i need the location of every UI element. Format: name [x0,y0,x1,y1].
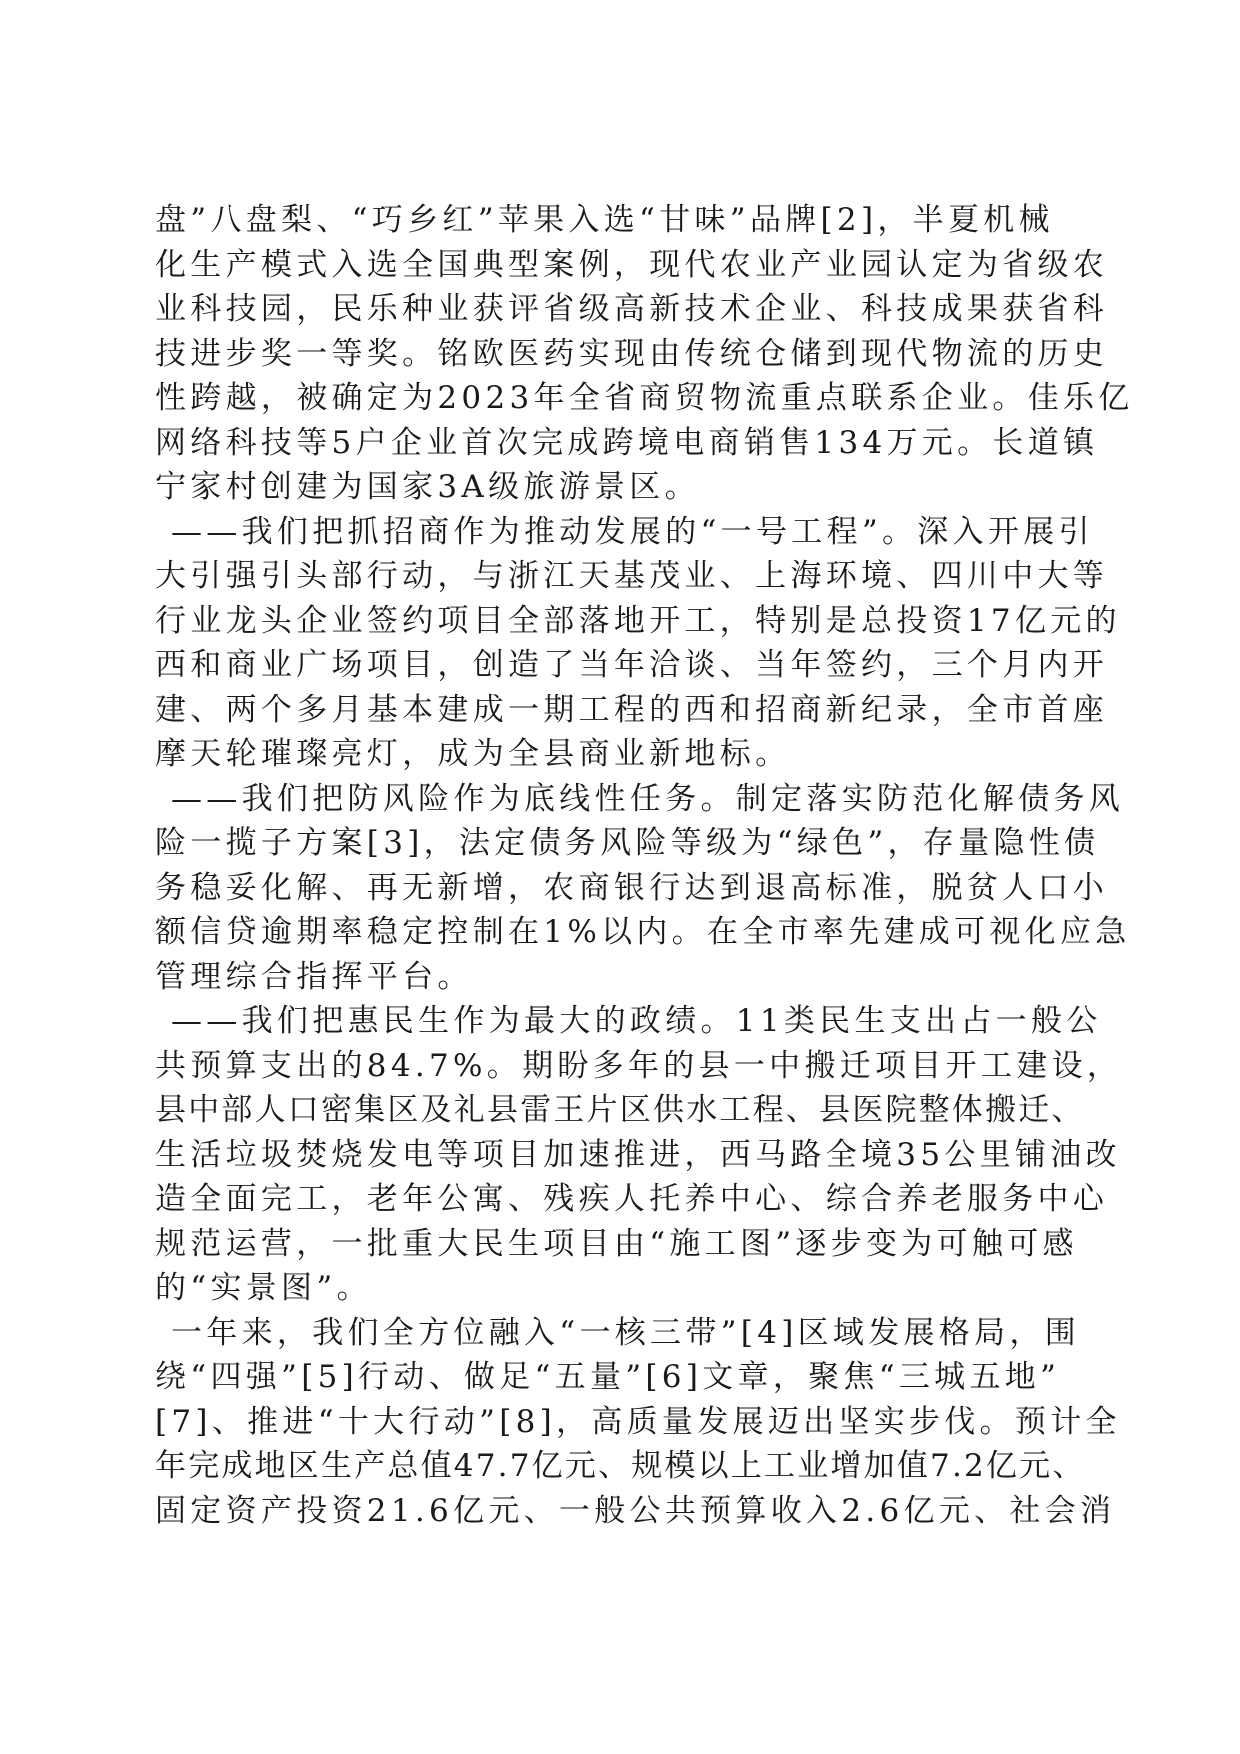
text-line: 建、两个多月基本建成一期工程的西和招商新纪录，全市首座 [155,691,1109,728]
text-line: 务稳妥化解、再无新增，农商银行达到退高标准，脱贫人口小 [155,869,1109,906]
text-line: 造全面完工，老年公寓、残疾人托养中心、综合养老服务中心 [155,1181,1109,1217]
text-line: 险一揽子方案[3]，法定债务风险等级为“绿色”，存量隐性债 [155,825,1100,861]
document-body [155,198,1134,1533]
text-line: 绕“四强”[5]行动、做足“五量”[6]文章，聚焦“三城五地” [155,1359,1061,1395]
text-line: 业科技园，民乐种业获评省级高新技术企业、科技成果获省科 [155,291,1109,327]
paragraph-start-line: ——我们把防风险作为底线性任务。制定落实防范化解债务风 [171,780,1125,817]
text-line: 行业龙头企业签约项目全部落地开工，特别是总投资17亿元的 [155,602,1121,639]
text-line: 性跨越，被确定为2023年全省商贸物流重点联系企业。佳乐亿 [155,380,1134,416]
text-line: 宁家村创建为国家3A级旅游景区。 [155,469,700,505]
text-line: 生活垃圾焚烧发电等项目加速推进，西马路全境35公里铺油改 [155,1136,1121,1173]
text-line: [7]、推进“十大行动”[8]，高质量发展迈出坚实步伐。预计全 [155,1403,1121,1440]
text-line: 县中部人口密集区及礼县雷王片区供水工程、县医院整体搬迁、 [155,1092,1085,1128]
paragraph-start-line: ——我们把抓招商作为推动发展的“一号工程”。深入开展引 [171,513,1094,550]
text-line: 管理综合指挥平台。 [155,958,473,995]
text-line: 额信贷逾期率稳定控制在1%以内。在全市率先建成可视化应急 [155,914,1131,950]
text-line: 规范运营，一批重大民生项目由“施工图”逐步变为可触可感 [155,1225,1078,1262]
text-line: 化生产模式入选全国典型案例，现代农业产业园认定为省级农 [155,246,1109,283]
text-line: 盘”八盘梨、“巧乡红”苹果入选“甘味”品牌[2]，半夏机械 [155,202,1054,238]
text-line: 固定资产投资21.6亿元、一般公共预算收入2.6亿元、社会消 [155,1492,1116,1529]
text-line: 西和商业广场项目，创造了当年洽谈、当年签约，三个月内开 [155,647,1109,683]
text-line: 的“实景图”。 [155,1270,372,1306]
text-line: 网络科技等5户企业首次完成跨境电商销售134万元。长道镇 [155,424,1099,461]
text-line: 技进步奖一等奖。铭欧医药实现由传统仓储到现代物流的历史 [155,335,1109,372]
paragraph-start-line: ——我们把惠民生作为最大的政绩。11类民生支出占一般公 [171,1003,1102,1039]
text-line: 大引强引头部行动，与浙江天基茂业、上海环境、四川中大等 [155,558,1109,594]
paragraph-start-line: 一年来，我们全方位融入“一核三带”[4]区域发展格局，围 [171,1314,1081,1351]
text-line: 摩天轮璀璨亮灯，成为全县商业新地标。 [155,736,791,772]
text-line: 共预算支出的84.7%。期盼多年的县一中搬迁项目开工建设， [155,1047,1123,1084]
text-line: 年完成地区生产总值47.7亿元、规模以上工业增加值7.2亿元、 [155,1448,1086,1484]
